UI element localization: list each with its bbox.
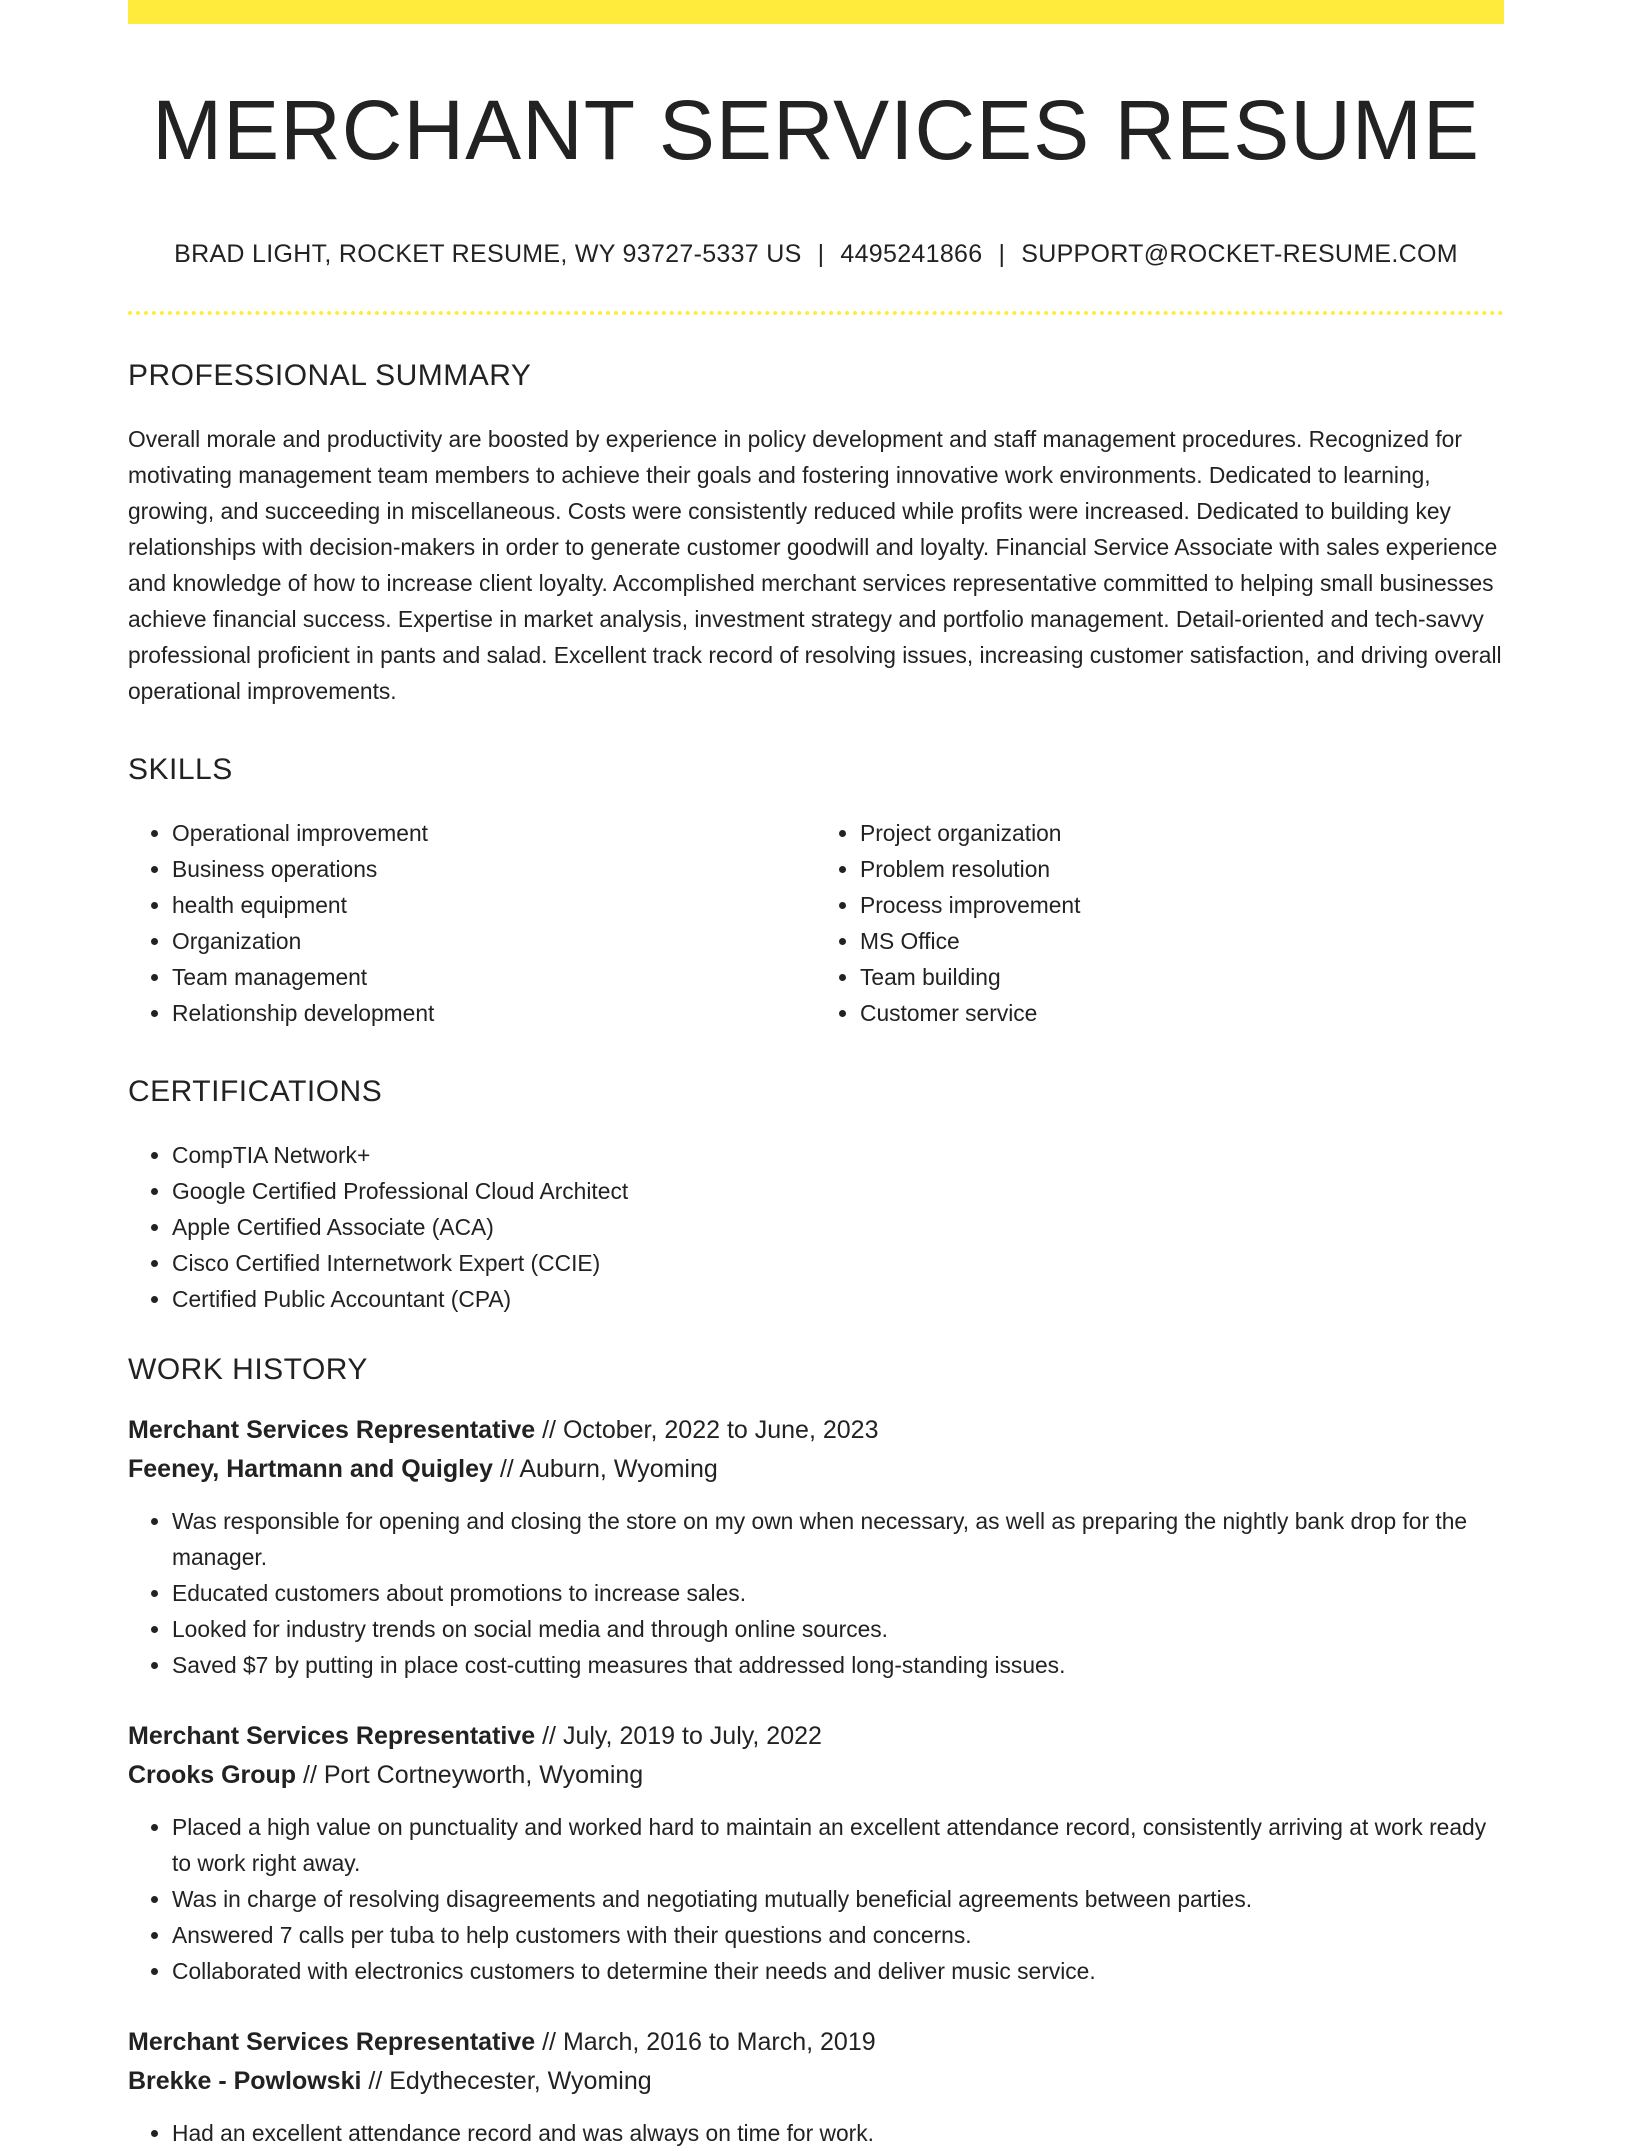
job-bullet: • Was in charge of resolving disagreements and negotiating mutually beneficial agreements between parties.: [172, 1881, 1504, 1917]
skills-heading: SKILLS: [128, 753, 233, 787]
job-entry: [128, 1411, 1504, 1683]
skill-item: • Operational improvement: [172, 815, 816, 851]
skill-item: • Organization: [172, 923, 816, 959]
job-separator: //: [296, 1761, 324, 1790]
contact-email: SUPPORT@ROCKET-RESUME.COM: [1021, 240, 1458, 269]
contact-phone: 4495241866: [840, 240, 983, 269]
job-dates: March, 2016 to March, 2019: [562, 2028, 876, 2057]
job-dates: July, 2019 to July, 2022: [562, 1722, 822, 1751]
job-bullets: [128, 1809, 1504, 1989]
contact-separator: |: [817, 240, 825, 269]
contact-address: BRAD LIGHT, ROCKET RESUME, WY 93727-5337 US: [174, 240, 802, 269]
skill-item: • MS Office: [860, 923, 1504, 959]
resume-title: MERCHANT SERVICES RESUME: [152, 83, 1480, 177]
job-bullet: • Looked for industry trends on social media and through online sources.: [172, 1611, 1504, 1647]
job-location: Auburn, Wyoming: [519, 1455, 718, 1484]
certification-item: • CompTIA Network+: [172, 1137, 1504, 1173]
skill-item: • Process improvement: [860, 887, 1504, 923]
job-bullets: [128, 1503, 1504, 1683]
job-bullet: • Answered 7 calls per tuba to help customers with their questions and concerns.: [172, 1917, 1504, 1953]
skill-item: • Relationship development: [172, 995, 816, 1031]
job-company-line: [128, 1756, 1504, 1795]
skills-list-left: [128, 815, 816, 1031]
job-title: Merchant Services Representative: [128, 1416, 536, 1445]
contact-line: [128, 240, 1504, 269]
job-company-line: [128, 1450, 1504, 1489]
job-company: Brekke - Powlowski: [128, 2067, 362, 2096]
certification-item: • Cisco Certified Internetwork Expert (CCIE): [172, 1245, 1504, 1281]
job-bullet: • Was responsible for opening and closing the store on my own when necessary, as well as preparing the nightly bank drop for the manager.: [172, 1503, 1504, 1575]
accent-top-bar: [128, 0, 1504, 24]
job-bullet: • Had an excellent attendance record and was always on time for work.: [172, 2115, 1504, 2151]
work-history-heading: WORK HISTORY: [128, 1353, 368, 1387]
job-separator: //: [535, 1722, 563, 1751]
job-title: Merchant Services Representative: [128, 1722, 536, 1751]
skills-grid: [128, 815, 1504, 1031]
certifications-list: [128, 1137, 1504, 1317]
job-bullets: [128, 2115, 1504, 2151]
summary-text: Overall morale and productivity are boosted by experience in policy development and staff management procedures. Recognized for motivating management team members to achieve their goals and fostering innovative work environments. Dedicated to learning, growing, and succeeding in miscellaneous. Costs were consistently reduced while profits were increased. Dedicated to building key relationships with decision-makers in order to generate customer goodwill and loyalty. Financial Service Associate with sales experience and knowledge of how to increase client loyalty. Accomplished merchant services representative committed to helping small businesses achieve financial success. Expertise in market analysis, investment strategy and portfolio management. Detail-oriented and tech-savvy professional proficient in pants and salad. Excellent track record of resolving issues, increasing customer satisfaction, and driving overall operational improvements.: [128, 426, 1502, 705]
certification-item: • Google Certified Professional Cloud Architect: [172, 1173, 1504, 1209]
job-location: Edythecester, Wyoming: [389, 2067, 652, 2096]
skill-item: • health equipment: [172, 887, 816, 923]
job-separator: //: [492, 1455, 520, 1484]
job-company: Crooks Group: [128, 1761, 297, 1790]
job-title-line: [128, 2023, 1504, 2062]
job-title-line: [128, 1411, 1504, 1450]
contact-separator: |: [998, 240, 1006, 269]
skill-item: • Business operations: [172, 851, 816, 887]
skills-list-right: [816, 815, 1504, 1031]
certification-item: • Certified Public Accountant (CPA): [172, 1281, 1504, 1317]
job-title-line: [128, 1717, 1504, 1756]
job-entry: [128, 2023, 1504, 2151]
skill-item: • Customer service: [860, 995, 1504, 1031]
job-separator: //: [361, 2067, 390, 2096]
job-dates: October, 2022 to June, 2023: [562, 1416, 879, 1445]
job-company: Feeney, Hartmann and Quigley: [128, 1455, 493, 1484]
job-separator: //: [535, 1416, 563, 1445]
resume-page: [128, 0, 1504, 2151]
skill-item: • Project organization: [860, 815, 1504, 851]
skill-item: • Team building: [860, 959, 1504, 995]
job-bullet: • Saved $7 by putting in place cost-cutting measures that addressed long-standing issues.: [172, 1647, 1504, 1683]
job-bullet: • Collaborated with electronics customers to determine their needs and deliver music service.: [172, 1953, 1504, 1989]
summary-heading: PROFESSIONAL SUMMARY: [128, 359, 532, 393]
job-separator: //: [535, 2028, 563, 2057]
job-bullet: • Educated customers about promotions to increase sales.: [172, 1575, 1504, 1611]
skill-item: • Team management: [172, 959, 816, 995]
job-title: Merchant Services Representative: [128, 2028, 536, 2057]
job-location: Port Cortneyworth, Wyoming: [323, 1761, 644, 1790]
job-company-line: [128, 2062, 1504, 2101]
skill-item: • Problem resolution: [860, 851, 1504, 887]
certification-item: • Apple Certified Associate (ACA): [172, 1209, 1504, 1245]
job-entry: [128, 1717, 1504, 1989]
job-bullet: • Placed a high value on punctuality and worked hard to maintain an excellent attendance record, consistently arriving at work ready to work right away.: [172, 1809, 1504, 1881]
dotted-divider: [128, 311, 1504, 315]
certifications-heading: CERTIFICATIONS: [128, 1075, 383, 1109]
